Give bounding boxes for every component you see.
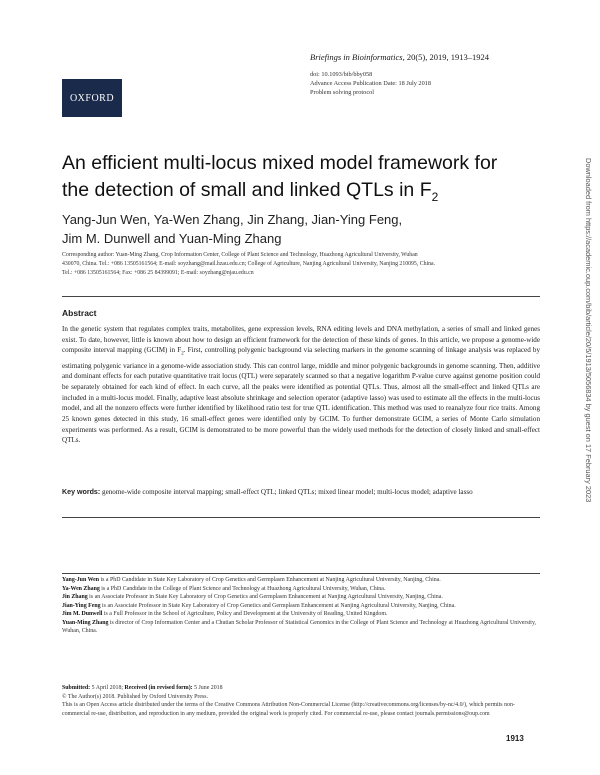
keywords-label: Key words: xyxy=(62,488,101,496)
correspondence-line-3: Tel.: +086 13505161564; Fax: +086 25 84399091; E-mail: soyzhang@njau.edu.cn xyxy=(62,270,254,276)
author-list: Yang-Jun Wen, Ya-Wen Zhang, Jin Zhang, Jian-Ying Feng, Jim M. Dunwell and Yuan-Ming Zhang xyxy=(62,212,403,246)
abstract-heading: Abstract xyxy=(62,308,97,318)
correspondence-line-1: Corresponding author: Yuan-Ming Zhang, Crop Information Center, College of Plant Science and Technology, Huazhong Agricultural University, Wuhan xyxy=(62,252,418,258)
article-type: Problem solving protocol xyxy=(310,89,375,96)
title-line-1: An efficient multi-locus mixed model framework for xyxy=(62,152,498,174)
oxford-logo: OXFORD xyxy=(62,79,122,117)
author-bios xyxy=(62,576,540,636)
title-line-2: the detection of small and linked QTLs in $F_2$ xyxy=(62,179,439,204)
bio-rule xyxy=(62,573,540,574)
copyright: © The Author(s) 2018. Published by Oxford University Press. xyxy=(62,693,209,700)
license-text: This is an Open Access article distributed under the terms of the Creative Commons Attribution Non-Commercial License (http://creativecommons.org/licenses/by-nc/4.0/), which permits non-commercial re-use, distribution, and reproduction in any medium, provided the original work is properly cited. For commercial re-use, please contact journals.permissions@oup.com xyxy=(62,702,515,717)
abstract-bottom-rule xyxy=(62,517,540,518)
bio-entry: Jim M. Dunwell is a Full Professor in the School of Agriculture, Policy and Development at the University of Reading, United Kingdom. xyxy=(62,611,388,617)
page-number: 1913 xyxy=(506,734,524,743)
advance-access-date: Advance Access Publication Date: 18 July 2018 xyxy=(310,80,432,87)
keywords: Key words: genome-wide composite interval mapping; small-effect QTL; linked QTLs; mixed linear model; multi-locus model; adaptive lasso xyxy=(62,488,473,496)
bio-entry: Jin Zhang is an Associate Professor in State Key Laboratory of Crop Genetics and Germplasm Enhancement at Nanjing Agricultural University, Nanjing, China. xyxy=(62,594,443,600)
bio-entry: Yang-Jun Wen is a PhD Candidate in State Key Laboratory of Crop Genetics and Germplasm Enhancement at Nanjing Agricultural University, Nanjing, China. xyxy=(62,577,441,583)
doi[interactable]: doi: 10.1093/bib/bby058 xyxy=(310,71,373,78)
footer-notes xyxy=(62,684,540,718)
bio-entry: Jian-Ying Feng is an Associate Professor in State Key Laboratory of Crop Genetics and Germplasm Enhancement at Nanjing Agricultural University, Nanjing, China. xyxy=(62,602,456,609)
bio-entry: Yuan-Ming Zhang is director of Crop Information Center and a Chutian Scholar Professor of Statistical Genomics in the College of Plant Science and Technology at Huazhong Agricultural University, Wuhan, China. xyxy=(62,619,536,634)
citation-volume: , 20(5), 2019, 1913–1924 xyxy=(402,52,489,62)
abstract-text: In the genetic system that regulates complex traits, metabolites, gene expression levels, RNA editing levels and DNA methylation, a series of small and linked genes exist. To date, however, little is known about how to design an efficient framework for the detection of these kinds of genes. In this article, we propose a genome-wide composite interval mapping (GCIM) in $F_2$. First, controlling polygenic background via selecting markers in the genome scanning of linkage analysis was replaced by estimating polygenic variance in a genome-wide association study. This can control large, middle and minor polygenic backgrounds in genome scanning. Then, additive and dominant effects for each putative quantitative trait locus (QTL) were separately scanned so that a negative logarithm P-value curve against genome position could be separately obtained for each kind of effect. In each curve, all the peaks were identified as potential QTLs. Thus, almost all the small-effect and linked QTLs are included in a multi-locus model. Finally, adaptive least absolute shrinkage and selection operator (adaptive lasso) was used to estimate all the effects in the multi-locus model, and all the nonzero effects were further identified by likelihood ratio test for true QTL identification. This method was used to reanalyze four rice traits. Among 25 known genes detected in this study, 16 small-effect genes were identified only by GCIM. To further demonstrate GCIM, a series of Monte Carlo simulation experiments was performed. As a result, GCIM is demonstrated to be more powerful than the widely used methods for the detection of closely linked and small-effect QTLs. xyxy=(62,325,540,445)
journal-citation xyxy=(310,52,489,62)
bio-entry: Ya-Wen Zhang is a PhD Candidate in the College of Plant Science and Technology at Huazhong Agricultural University, Wuhan, China. xyxy=(62,585,386,592)
abstract-top-rule xyxy=(62,296,540,297)
correspondence-line-2: 430070, China. Tel.: +086 13505161564; E-mail: soyzhang@mail.hzau.edu.cn; College of Agriculture, Nanjing Agricultural University, Nanjing 210095, China. xyxy=(62,261,436,267)
submission-dates: Submitted: 5 April 2018; Received (in revised form): 5 June 2018 xyxy=(62,685,223,691)
journal-name: Briefings in Bioinformatics xyxy=(310,52,403,62)
download-watermark: Downloaded from https://academic.oup.com/bib/article/20/5/1913/5056834 by guest on 17 February 2023 xyxy=(584,158,593,503)
article-title xyxy=(62,150,532,211)
